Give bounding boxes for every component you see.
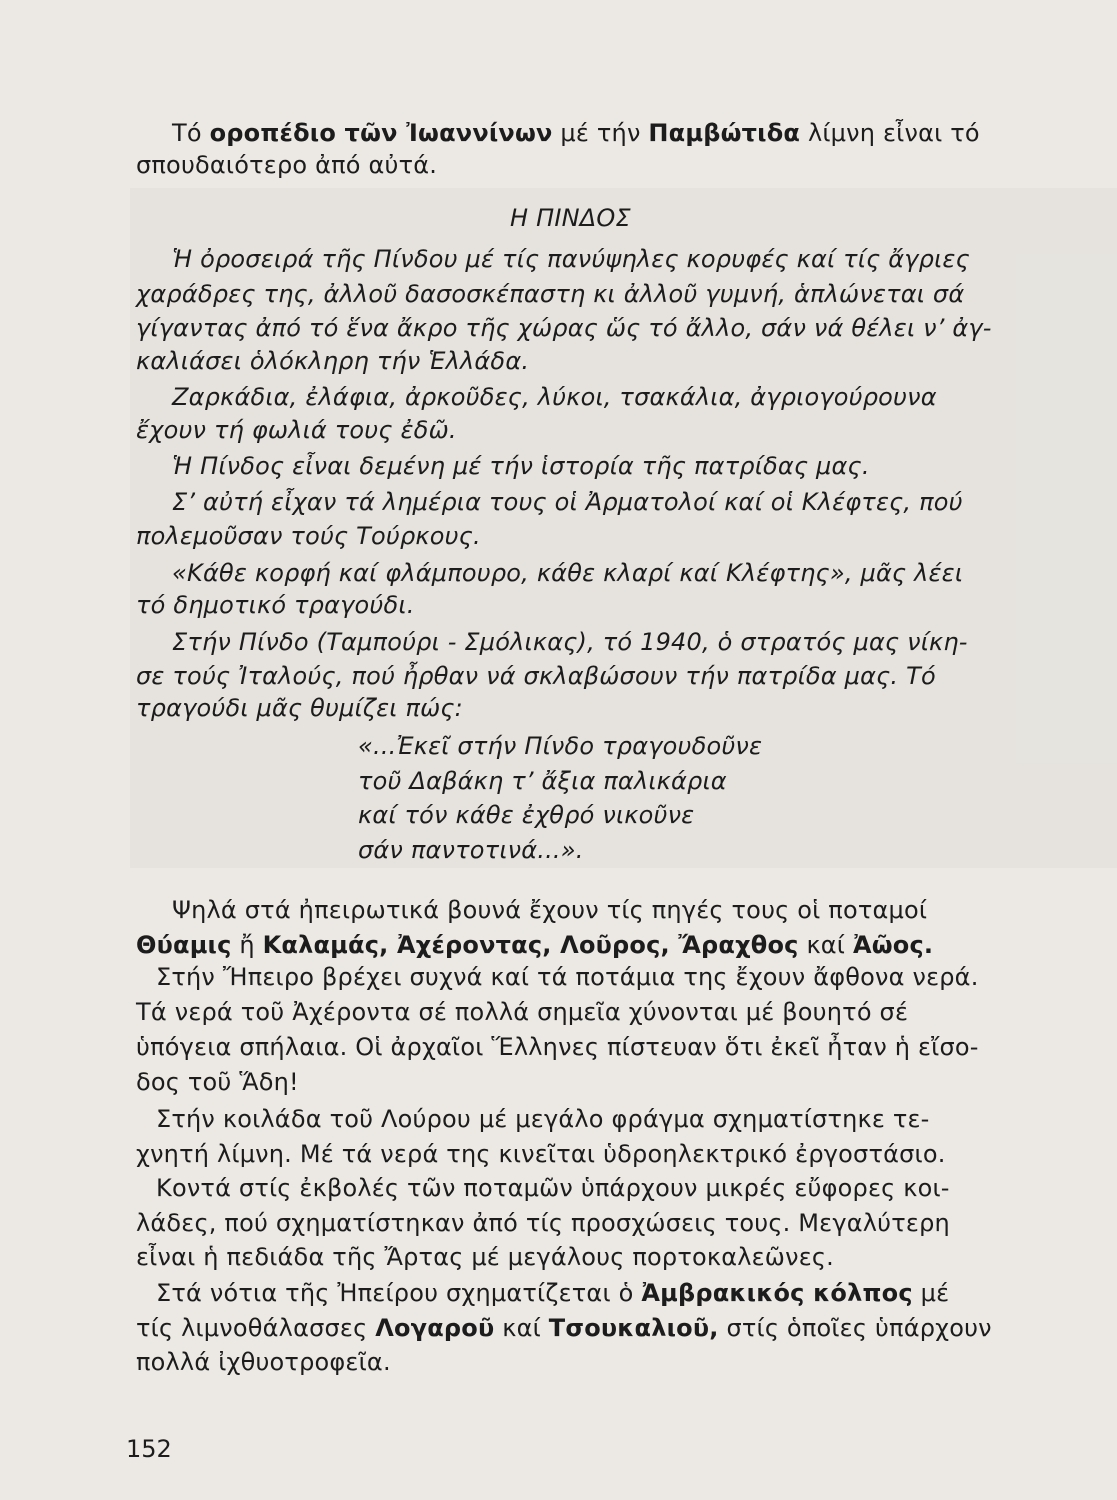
rivers-line-14: πολλά ἰχθυοτροφεῖα. [136, 1348, 391, 1376]
rivers-line-13: τίς λιμνοθάλασσες Λογαροῦ καί Τσουκαλιοῦ, στίς ὁποῖες ὑπάρχουν [136, 1314, 992, 1342]
poem-line-1: «...Ἐκεῖ στήν Πίνδο τραγουδοῦνε [358, 732, 763, 760]
pindos-line-10: «Κάθε κορφή καί φλάμπουρο, κάθε κλαρί καί Κλέφτης», μᾶς λέει [172, 559, 964, 587]
rivers-line-5: ὑπόγεια σπήλαια. Οἱ ἀρχαῖοι Ἕλληνες πίστευαν ὅτι ἐκεῖ ἦταν ἡ εἴσο- [136, 1033, 979, 1061]
rivers-line-7: Στήν κοιλάδα τοῦ Λούρου μέ μεγάλο φράγμα σχηματίστηκε τε- [156, 1105, 930, 1133]
section-heading: Η ΠΙΝΔΟΣ [510, 204, 631, 232]
rivers-line-9: Κοντά στίς ἐκβολές τῶν ποταμῶν ὑπάρχουν μικρές εὔφορες κοι- [156, 1174, 950, 1202]
rivers-line-3: Στήν Ἤπειρο βρέχει συχνά καί τά ποτάμια της ἔχουν ἄφθονα νερά. [156, 963, 979, 991]
page-number: 152 [126, 1435, 172, 1463]
rivers-line-10: λάδες, πού σχηματίστηκαν ἀπό τίς προσχώσεις τους. Μεγαλύτερη [136, 1209, 950, 1237]
pindos-line-14: τραγούδι μᾶς θυμίζει πώς: [136, 694, 463, 722]
rivers-line-2: Θύαμις ἤ Καλαμάς, Ἀχέροντας, Λοῦρος, Ἄραχθος καί Ἀῶος. [136, 931, 934, 959]
rivers-line-12: Στά νότια τῆς Ἠπείρου σχηματίζεται ὁ Ἀμβρακικός κόλπος μέ [156, 1279, 950, 1307]
pindos-line-3: γίγαντας ἀπό τό ἕνα ἄκρο τῆς χώρας ὥς τό ἄλλο, σάν νά θέλει ν’ ἀγ- [136, 314, 992, 342]
pindos-line-9: πολεμοῦσαν τούς Τούρκους. [136, 522, 481, 550]
pindos-line-12: Στήν Πίνδο (Ταμπούρι - Σμόλικας), τό 1940, ὁ στρατός μας νίκη- [172, 628, 968, 656]
rivers-line-1: Ψηλά στά ἠπειρωτικά βουνά ἔχουν τίς πηγές τους οἱ ποταμοί [172, 896, 928, 924]
intro-line-2: σπουδαιότερο ἀπό αὐτά. [136, 151, 438, 179]
pindos-line-5: Ζαρκάδια, ἐλάφια, ἀρκοῦδες, λύκοι, τσακάλια, ἀγριογούρουνα [172, 383, 937, 411]
pindos-line-7: Ἡ Πίνδος εἶναι δεμένη μέ τήν ἱστορία τῆς πατρίδας μας. [172, 452, 870, 480]
poem-line-3: καί τόν κάθε ἐχθρό νικοῦνε [358, 801, 695, 829]
pindos-line-8: Σ’ αὐτή εἶχαν τά λημέρια τους οἱ Ἀρματολοί καί οἱ Κλέφτες, πού [172, 488, 963, 516]
pindos-line-6: ἔχουν τή φωλιά τους ἐδῶ. [136, 416, 457, 444]
pindos-line-13: σε τούς Ἰταλούς, πού ἦρθαν νά σκλαβώσουν τήν πατρίδα μας. Τό [136, 662, 936, 690]
pindos-line-11: τό δημοτικό τραγούδι. [136, 591, 415, 619]
rivers-line-11: εἶναι ἡ πεδιάδα τῆς Ἄρτας μέ μεγάλους πορτοκαλεῶνες. [136, 1243, 834, 1271]
poem-line-4: σάν παντοτινά...». [358, 836, 584, 864]
rivers-line-6: δος τοῦ Ἅδη! [136, 1068, 299, 1096]
intro-line-1: Τό οροπέδιο τῶν Ἰωαννίνων μέ τήν Παμβώτιδα λίμνη εἶναι τό [172, 119, 980, 147]
pindos-line-2: χαράδρες της, ἀλλοῦ δασοσκέπαστη κι ἀλλοῦ γυμνή, ἁπλώνεται σά [136, 280, 965, 308]
pindos-line-1: Ἡ ὀροσειρά τῆς Πίνδου μέ τίς πανύψηλες κορυφές καί τίς ἄγριες [172, 245, 970, 273]
rivers-line-8: χνητή λίμνη. Μέ τά νερά της κινεῖται ὑδροηλεκτρικό ἐργοστάσιο. [136, 1140, 946, 1168]
rivers-line-4: Τά νερά τοῦ Ἀχέροντα σέ πολλά σημεῖα χύνονται μέ βουητό σέ [136, 998, 909, 1026]
poem-line-2: τοῦ Δαβάκη τ’ ἄξια παλικάρια [358, 767, 727, 795]
pindos-line-4: καλιάσει ὁλόκληρη τήν Ἑλλάδα. [136, 347, 530, 375]
